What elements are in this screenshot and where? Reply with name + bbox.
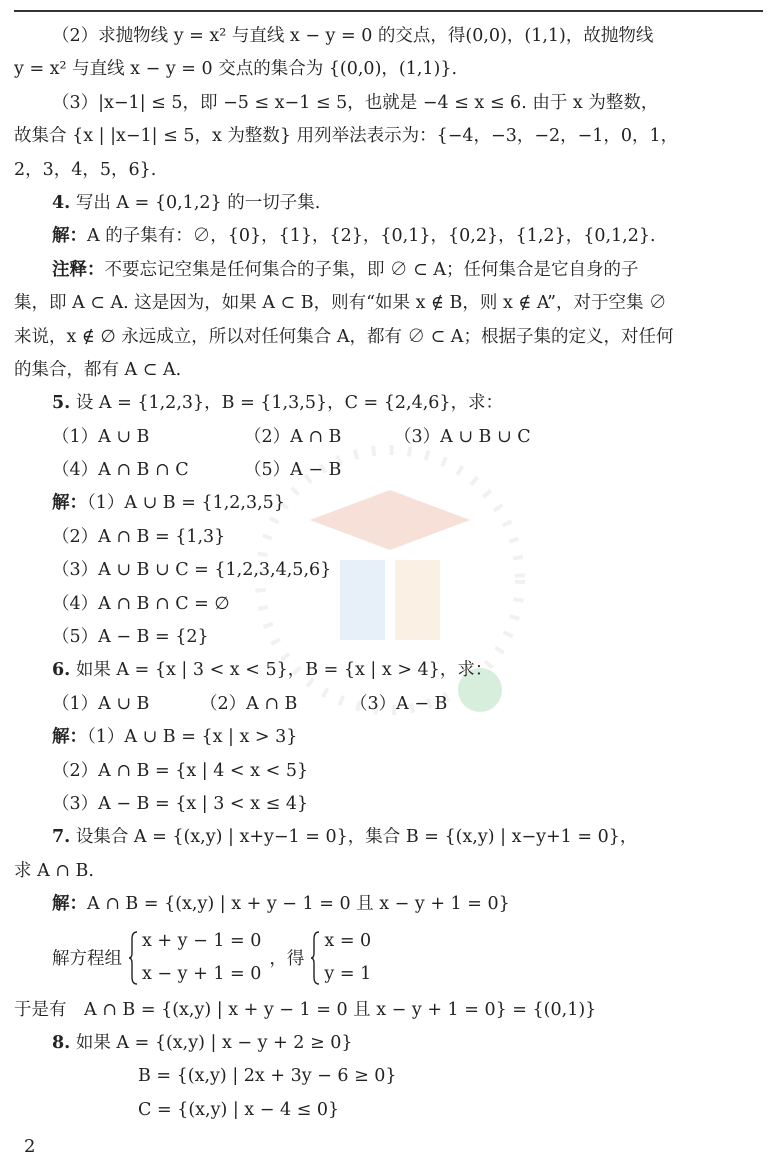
question-line: B = {(x,y) | 2x + 3y − 6 ≥ 0} bbox=[138, 1066, 397, 1087]
answer-5 bbox=[14, 487, 761, 520]
question-number: 6. bbox=[52, 660, 71, 681]
answer-line: （2）A ∩ B = {x | 4 < x < 5} bbox=[52, 760, 309, 781]
answer-4 bbox=[14, 220, 761, 253]
question-number: 5. bbox=[52, 393, 71, 414]
answer-text: （1）A ∪ B = {1,2,3,5} bbox=[87, 493, 285, 514]
note-label: 注释： bbox=[52, 259, 105, 280]
system-equations bbox=[142, 925, 261, 991]
equation-system bbox=[14, 924, 761, 992]
answer-label: 解： bbox=[52, 493, 87, 514]
answer-label: 解： bbox=[52, 727, 87, 748]
answer-label: 解： bbox=[52, 226, 87, 247]
question-number: 7. bbox=[52, 827, 71, 848]
answer-7 bbox=[14, 888, 761, 921]
text-line: y = x² 与直线 x − y = 0 交点的集合为 {(0,0)，(1,1)}. bbox=[14, 59, 458, 80]
question-text: 求 A ∩ B. bbox=[14, 860, 94, 881]
text-line: （2）求抛物线 y = x² 与直线 x − y = 0 的交点，得(0,0)，(1,1)，故抛物线 bbox=[52, 26, 654, 46]
system-label: 解方程组 bbox=[52, 949, 122, 970]
question-4 bbox=[14, 187, 761, 220]
answer-line: （5）A − B = {2} bbox=[52, 627, 209, 648]
page-content bbox=[14, 20, 761, 1127]
question-part: （2）A ∩ B bbox=[200, 693, 298, 714]
answer-text: （1）A ∪ B = {x | x > 3} bbox=[87, 727, 298, 748]
question-6-parts bbox=[14, 688, 761, 721]
question-part: （2）A ∩ B bbox=[244, 426, 342, 447]
note-line: 来说，x ∉ ∅ 永远成立，所以对任何集合 A，都有 ∅ ⊂ A；根据子集的定义，对任何 bbox=[14, 326, 674, 347]
question-text: 如果 A = {(x,y) | x − y + 2 ≥ 0} bbox=[75, 1032, 353, 1053]
answer-text: A ∩ B = {(x,y) | x + y − 1 = 0 且 x − y + 1 = 0} bbox=[87, 894, 510, 915]
text-line: 故集合 {x | |x−1| ≤ 5，x 为整数} 用列举法表示为：{−4，−3，−2，−1，0，1， bbox=[14, 126, 679, 147]
question-7 bbox=[14, 821, 761, 854]
answer-line: 于是有 A ∩ B = {(x,y) | x + y − 1 = 0 且 x − y + 1 = 0} = {(0,1)} bbox=[14, 999, 597, 1020]
question-6 bbox=[14, 654, 761, 687]
question-text: 如果 A = {x | 3 < x < 5}，B = {x | x > 4}，求： bbox=[75, 660, 493, 681]
page-number: 2 bbox=[24, 1136, 36, 1157]
note-text: 不要忘记空集是任何集合的子集，即 ∅ ⊂ A；任何集合是它自身的子 bbox=[104, 259, 639, 280]
note-line: 集，即 A ⊂ A. 这是因为，如果 A ⊂ B，则有“如果 x ∉ B，则 x ∉ A”，对于空集 ∅ bbox=[14, 293, 667, 314]
question-part: （4）A ∩ B ∩ C bbox=[52, 460, 189, 481]
text-line: （3）|x−1| ≤ 5，即 −5 ≤ x−1 ≤ 5，也就是 −4 ≤ x ≤ 6. 由于 x 为整数， bbox=[52, 92, 659, 113]
question-part: （1）A ∪ B bbox=[52, 693, 150, 714]
question-number: 8. bbox=[52, 1032, 71, 1053]
system-get-text: ，得 bbox=[269, 949, 305, 970]
equation: x − y + 1 = 0 bbox=[142, 963, 262, 984]
system-solution bbox=[324, 925, 371, 991]
question-5-parts bbox=[14, 421, 761, 454]
question-part: （3）A − B bbox=[350, 693, 448, 714]
question-5 bbox=[14, 387, 761, 420]
question-5-parts bbox=[14, 454, 761, 487]
question-line: C = {(x,y) | x − 4 ≤ 0} bbox=[138, 1099, 340, 1120]
note-line: 的集合，都有 A ⊂ A. bbox=[14, 359, 182, 380]
equation: x = 0 bbox=[324, 930, 372, 951]
left-brace-icon bbox=[128, 931, 138, 985]
text-line: 2，3，4，5，6}. bbox=[14, 159, 157, 180]
question-part: （3）A ∪ B ∪ C bbox=[394, 426, 531, 447]
answer-text: A 的子集有：∅，{0}，{1}，{2}，{0,1}，{0,2}，{1,2}，{0,1,2}. bbox=[87, 226, 656, 247]
equation: x + y − 1 = 0 bbox=[142, 930, 262, 951]
note-line bbox=[14, 254, 761, 287]
question-text: 设集合 A = {(x,y) | x+y−1 = 0}，集合 B = {(x,y) | x−y+1 = 0}， bbox=[75, 827, 638, 848]
question-number: 4. bbox=[52, 192, 71, 213]
answer-label: 解： bbox=[52, 894, 87, 915]
answer-line: （3）A ∪ B ∪ C = {1,2,3,4,5,6} bbox=[52, 560, 332, 581]
answer-line: （2）A ∩ B = {1,3} bbox=[52, 526, 226, 547]
question-part: （5）A − B bbox=[244, 460, 342, 481]
question-part: （1）A ∪ B bbox=[52, 426, 150, 447]
header-rule bbox=[14, 10, 763, 12]
equation: y = 1 bbox=[324, 963, 372, 984]
question-text: 设 A = {1,2,3}，B = {1,3,5}，C = {2,4,6}，求： bbox=[75, 393, 504, 414]
question-8 bbox=[14, 1027, 761, 1060]
question-text: 写出 A = {0,1,2} 的一切子集. bbox=[75, 192, 321, 213]
answer-line: （4）A ∩ B ∩ C = ∅ bbox=[52, 593, 230, 614]
left-brace-icon bbox=[310, 931, 320, 985]
answer-line: （3）A − B = {x | 3 < x ≤ 4} bbox=[52, 793, 309, 814]
answer-6 bbox=[14, 721, 761, 754]
